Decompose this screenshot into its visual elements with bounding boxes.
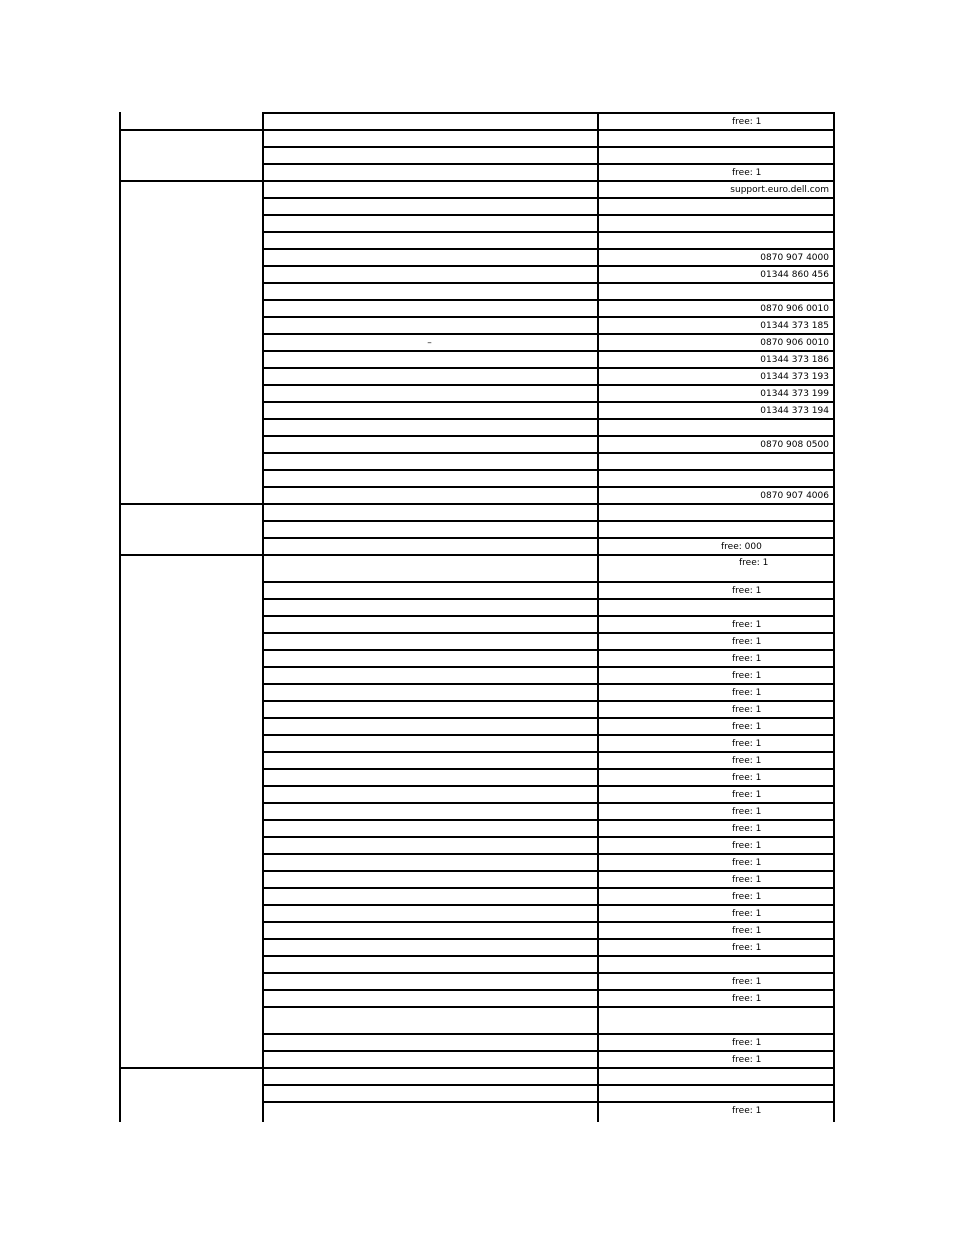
phone-value: free: 1: [732, 637, 762, 647]
phone-value: free: 1: [732, 994, 762, 1004]
row-border: [262, 163, 835, 165]
phone-value: 01344 373 193: [760, 372, 829, 382]
column-border-left: [119, 112, 121, 1122]
phone-value: free: 1: [732, 875, 762, 885]
row-border: [262, 180, 835, 182]
phone-value: 0870 908 0500: [760, 440, 829, 450]
phone-value: free: 1: [732, 1055, 762, 1065]
phone-value: free: 1: [732, 671, 762, 681]
row-border: [262, 598, 835, 600]
row-border: [262, 1006, 835, 1008]
row-border: [262, 418, 835, 420]
phone-value: 01344 373 186: [760, 355, 829, 365]
phone-value: free: 1: [732, 858, 762, 868]
phone-value: free: 1: [732, 739, 762, 749]
phone-value: 0870 906 0010: [760, 338, 829, 348]
row-border: [262, 248, 835, 250]
row-border: [262, 129, 835, 131]
row-border: [262, 384, 835, 386]
row-border: [262, 717, 835, 719]
phone-value: 01344 860 456: [760, 270, 829, 280]
row-border: [262, 350, 835, 352]
row-border: [262, 751, 835, 753]
row-border: [262, 1067, 835, 1069]
row-border: [262, 197, 835, 199]
row-border: [262, 537, 835, 539]
phone-value: 0870 906 0010: [760, 304, 829, 314]
phone-value: 0870 907 4000: [760, 253, 829, 263]
row-border: [262, 768, 835, 770]
phone-value: free: 1: [732, 824, 762, 834]
row-border: [262, 554, 835, 556]
row-border: [262, 112, 835, 114]
row-border: [262, 666, 835, 668]
phone-value: free: 1: [732, 1038, 762, 1048]
phone-value: 01344 373 185: [760, 321, 829, 331]
group-border: [119, 180, 262, 182]
column-border-1: [262, 112, 264, 1122]
row-border: [262, 921, 835, 923]
row-border: [262, 520, 835, 522]
phone-value: free: 1: [732, 892, 762, 902]
row-border: [262, 955, 835, 957]
row-border: [262, 1084, 835, 1086]
phone-value: free: 1: [732, 943, 762, 953]
phone-value: free: 1: [732, 117, 762, 127]
phone-value: free: 1: [732, 1106, 762, 1116]
row-border: [262, 683, 835, 685]
phone-value: free: 1: [732, 756, 762, 766]
row-border: [262, 632, 835, 634]
row-border: [262, 333, 835, 335]
phone-value: free: 1: [732, 586, 762, 596]
row-border: [262, 316, 835, 318]
row-border: [262, 802, 835, 804]
row-border: [262, 649, 835, 651]
phone-value: free: 1: [732, 790, 762, 800]
row-border: [262, 700, 835, 702]
row-border: [262, 469, 835, 471]
phone-value: 01344 373 194: [760, 406, 829, 416]
phone-value: free: 1: [732, 722, 762, 732]
phone-value: free: 1: [732, 841, 762, 851]
row-border: [262, 938, 835, 940]
phone-value: support.euro.dell.com: [730, 185, 829, 195]
phone-value: free: 1: [732, 909, 762, 919]
phone-value: free: 1: [732, 168, 762, 178]
phone-value: free: 1: [732, 688, 762, 698]
row-border: [262, 734, 835, 736]
group-border: [119, 554, 262, 556]
row-border: [262, 299, 835, 301]
phone-value: free: 1: [732, 654, 762, 664]
row-border: [262, 401, 835, 403]
phone-value: free: 1: [732, 807, 762, 817]
row-border: [262, 972, 835, 974]
phone-value: free: 1: [732, 926, 762, 936]
row-border: [262, 785, 835, 787]
row-border: [262, 904, 835, 906]
row-border: [262, 452, 835, 454]
row-border: [262, 503, 835, 505]
phone-value: 0870 907 4006: [760, 491, 829, 501]
phone-value: free: 1: [732, 705, 762, 715]
row-border: [262, 214, 835, 216]
group-border: [119, 1067, 262, 1069]
row-border: [262, 146, 835, 148]
phone-value: free: 1: [732, 773, 762, 783]
row-border: [262, 1101, 835, 1103]
column-border-right: [833, 112, 835, 1122]
phone-value: free: 1: [739, 558, 769, 568]
row-border: [262, 486, 835, 488]
row-border: [262, 282, 835, 284]
phone-value: 01344 373 199: [760, 389, 829, 399]
row-border: [262, 1050, 835, 1052]
phone-value: free: 1: [732, 977, 762, 987]
phone-value: free: 1: [732, 620, 762, 630]
row-border: [262, 265, 835, 267]
row-label: –: [427, 338, 432, 348]
row-border: [262, 870, 835, 872]
row-border: [262, 435, 835, 437]
row-border: [262, 989, 835, 991]
phone-value: free: 000: [721, 542, 762, 552]
row-border: [262, 887, 835, 889]
group-border: [119, 503, 262, 505]
row-border: [262, 231, 835, 233]
group-border: [119, 129, 262, 131]
row-border: [262, 615, 835, 617]
row-border: [262, 581, 835, 583]
row-border: [262, 1033, 835, 1035]
row-border: [262, 367, 835, 369]
row-border: [262, 836, 835, 838]
row-border: [262, 819, 835, 821]
row-border: [262, 853, 835, 855]
